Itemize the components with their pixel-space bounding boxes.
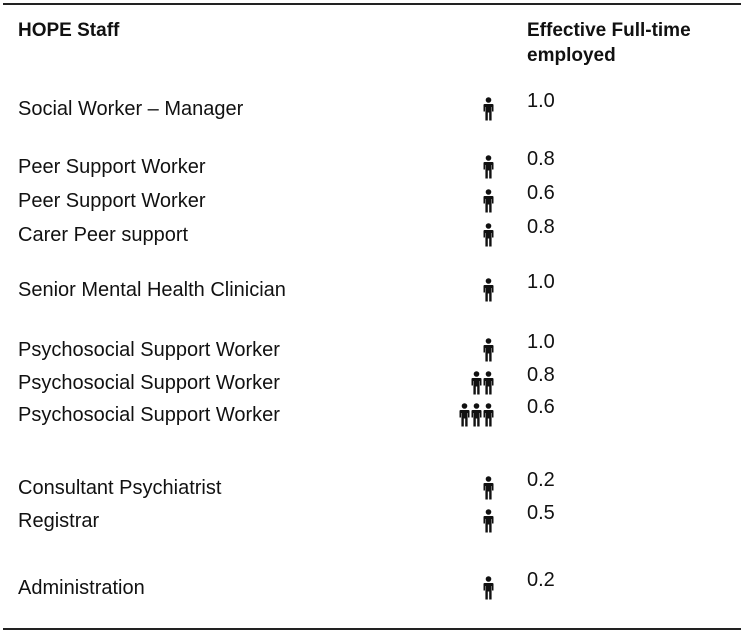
- table-row: [0, 148, 744, 182]
- fte-value: 0.8: [527, 148, 555, 170]
- top-rule: [3, 3, 741, 5]
- table-row: [0, 502, 744, 536]
- person-icon: [483, 576, 494, 600]
- staff-role: Senior Mental Health Clinician: [18, 279, 286, 301]
- fte-value: 1.0: [527, 331, 555, 353]
- header-staff: HOPE Staff: [18, 20, 120, 41]
- person-icon: [483, 476, 494, 500]
- fte-value: 0.5: [527, 502, 555, 524]
- fte-value: 1.0: [527, 271, 555, 293]
- person-icons: [483, 509, 494, 533]
- header-fte: Effective Full-time employed: [527, 20, 691, 66]
- person-icons: [483, 189, 494, 213]
- staff-role: Psychosocial Support Worker: [18, 372, 280, 394]
- fte-value: 0.2: [527, 469, 555, 491]
- person-icon: [483, 509, 494, 533]
- person-icon: [483, 223, 494, 247]
- person-icon: [483, 371, 494, 395]
- person-icon: [471, 403, 482, 427]
- table-row: [0, 182, 744, 216]
- person-icon: [483, 97, 494, 121]
- staff-role: Peer Support Worker: [18, 190, 206, 212]
- fte-value: 1.0: [527, 90, 555, 112]
- table-row: [0, 569, 744, 603]
- staff-role: Consultant Psychiatrist: [18, 477, 222, 499]
- table-row: [0, 331, 744, 365]
- person-icons: [483, 338, 494, 362]
- person-icon: [483, 155, 494, 179]
- fte-value: 0.2: [527, 569, 555, 591]
- table-row: [0, 364, 744, 398]
- person-icon: [483, 189, 494, 213]
- staff-role: Registrar: [18, 510, 100, 532]
- person-icons: [483, 223, 494, 247]
- staff-role: Peer Support Worker: [18, 156, 206, 178]
- person-icons: [483, 155, 494, 179]
- person-icon: [483, 403, 494, 427]
- person-icon: [459, 403, 470, 427]
- person-icons: [483, 97, 494, 121]
- person-icons: [459, 403, 494, 427]
- person-icon: [483, 278, 494, 302]
- person-icons: [483, 576, 494, 600]
- fte-value: 0.8: [527, 216, 555, 238]
- staff-role: Carer Peer support: [18, 224, 189, 246]
- staff-role: Administration: [18, 577, 145, 599]
- table-row: [0, 469, 744, 503]
- fte-value: 0.8: [527, 364, 555, 386]
- staff-role: Psychosocial Support Worker: [18, 339, 280, 361]
- table-row: [0, 271, 744, 305]
- staff-role: Social Worker – Manager: [18, 98, 244, 120]
- staff-role: Psychosocial Support Worker: [18, 404, 280, 426]
- table-row: [0, 90, 744, 124]
- fte-value: 0.6: [527, 182, 555, 204]
- fte-value: 0.6: [527, 396, 555, 418]
- table-row: [0, 216, 744, 250]
- person-icons: [483, 278, 494, 302]
- table-row: [0, 396, 744, 430]
- person-icons: [483, 476, 494, 500]
- person-icons: [471, 371, 494, 395]
- person-icon: [471, 371, 482, 395]
- bottom-rule: [3, 628, 741, 630]
- person-icon: [483, 338, 494, 362]
